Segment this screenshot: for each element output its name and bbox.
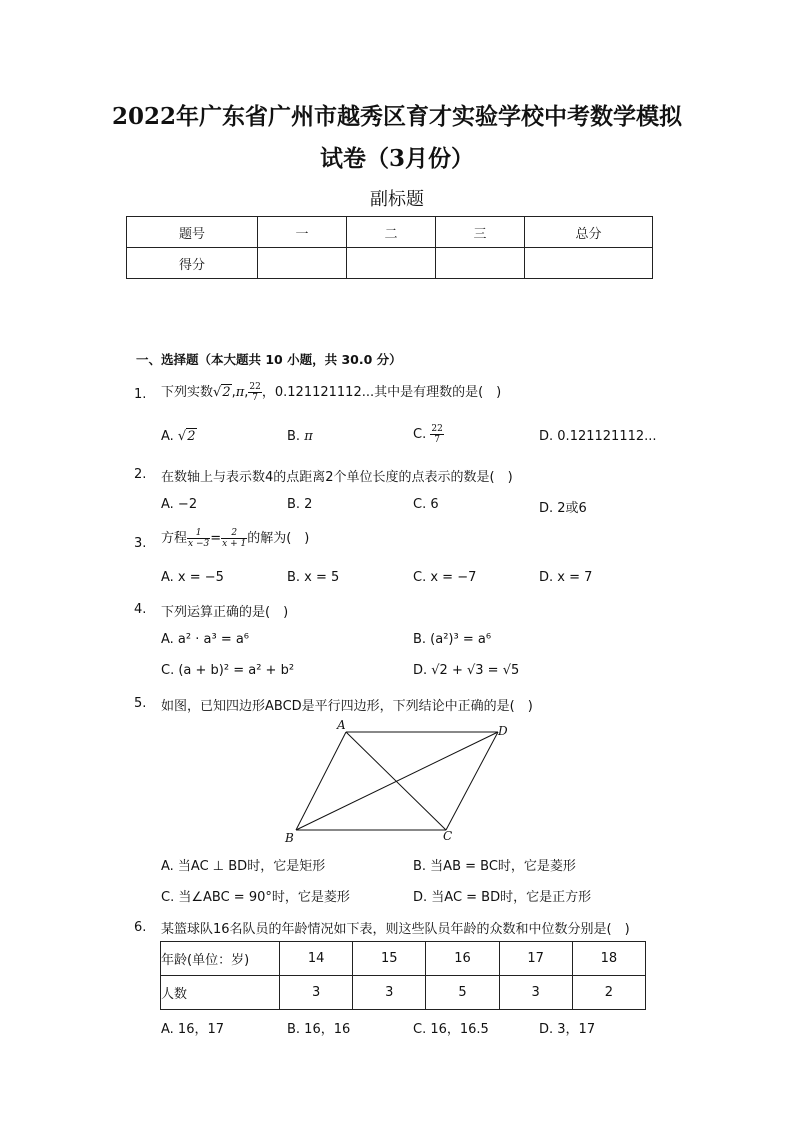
side-ba xyxy=(296,732,346,830)
option-b: B. 2 xyxy=(287,497,313,512)
parallelogram-figure xyxy=(280,718,520,848)
score-row-label: 得分 xyxy=(127,248,258,279)
score-header-cell: 总分 xyxy=(525,217,653,248)
option-d: D. 0.121121112... xyxy=(539,429,657,444)
fraction-22-7: $\frac{22}{7}$ xyxy=(249,382,261,403)
score-table-header-row xyxy=(127,217,653,248)
option-d: D. x = 7 xyxy=(539,570,593,585)
score-header-cell: 三 xyxy=(436,217,525,248)
option-c: C. 16，16.5 xyxy=(413,1022,489,1037)
age-row-label: 年龄(单位：岁) xyxy=(161,942,280,976)
score-table xyxy=(126,216,653,279)
pi-symbol: π xyxy=(235,385,245,400)
vertex-label-a: A xyxy=(337,718,346,732)
question-number: 6. xyxy=(134,920,147,935)
question-number: 4. xyxy=(134,602,147,617)
question-number: 1. xyxy=(134,387,147,402)
age-cell: 18 xyxy=(572,942,645,976)
option-b: B. π xyxy=(287,429,313,444)
count-cell: 5 xyxy=(426,976,499,1010)
score-header-cell: 二 xyxy=(347,217,436,248)
page-subtitle: 副标题 xyxy=(370,189,424,210)
question-3-post: 的解为( ) xyxy=(247,531,310,546)
option-a: A. √2 xyxy=(161,429,196,444)
fraction-2-over-x-plus-1: $\frac{2}{x + 1}$ xyxy=(222,528,247,549)
question-5-stem: 如图，已知四边形ABCD是平行四边形，下列结论中正确的是( ) xyxy=(161,699,533,714)
count-cell: 3 xyxy=(280,976,353,1010)
count-cell: 2 xyxy=(572,976,645,1010)
option-a: A. x = −5 xyxy=(161,570,224,585)
sqrt-2: √2 xyxy=(213,385,231,400)
option-c: C. (a + b)² = a² + b² xyxy=(161,663,295,678)
option-a: A. −2 xyxy=(161,497,198,512)
count-row xyxy=(161,976,646,1010)
score-cell xyxy=(525,248,653,279)
option-a: A. a² · a³ = a⁶ xyxy=(161,632,250,647)
age-cell: 14 xyxy=(280,942,353,976)
option-a: A. 16，17 xyxy=(161,1022,225,1037)
option-c: C. x = −7 xyxy=(413,570,477,585)
question-number: 5. xyxy=(134,696,147,711)
score-cell xyxy=(347,248,436,279)
side-dc xyxy=(446,732,498,830)
score-cell xyxy=(436,248,525,279)
count-cell: 3 xyxy=(499,976,572,1010)
question-3-pre: 方程 xyxy=(161,531,188,546)
vertex-label-c: C xyxy=(443,829,453,843)
age-table xyxy=(160,941,646,1010)
age-row xyxy=(161,942,646,976)
question-6-stem: 某篮球队16名队员的年龄情况如下表，则这些队员年龄的众数和中位数分别是( ) xyxy=(161,922,630,937)
page-title-line1: 2022年广东省广州市越秀区育才实验学校中考数学模拟 xyxy=(111,103,682,130)
option-c: C. 当∠ABC = 90°时，它是菱形 xyxy=(161,890,350,905)
equals-sign: = xyxy=(210,531,222,546)
option-c: C. 6 xyxy=(413,497,439,512)
question-1-pre: 下列实数 xyxy=(161,385,214,400)
vertex-label-b: B xyxy=(285,831,294,845)
option-d: D. 2或6 xyxy=(539,501,587,516)
score-header-cell: 一 xyxy=(258,217,347,248)
question-1-post: ，0.121121112...其中是有理数的是( ) xyxy=(261,385,502,400)
age-cell: 15 xyxy=(353,942,426,976)
count-cell: 3 xyxy=(353,976,426,1010)
option-b: B. 当AB = BC时，它是菱形 xyxy=(413,859,576,874)
fraction-1-over-x-minus-3: $\frac{1}{x -3}$ xyxy=(188,528,210,549)
option-b: B. (a²)³ = a⁶ xyxy=(413,632,492,647)
vertex-label-d: D xyxy=(498,724,508,738)
question-number: 3. xyxy=(134,536,147,551)
score-header-cell: 题号 xyxy=(127,217,258,248)
page-title-line2: 试卷（3月份） xyxy=(319,145,474,172)
section-heading: 一、选择题（本大题共 10 小题，共 30.0 分） xyxy=(136,352,402,367)
age-cell: 17 xyxy=(499,942,572,976)
age-cell: 16 xyxy=(426,942,499,976)
question-3-stem xyxy=(161,527,309,549)
question-number: 2. xyxy=(134,467,147,482)
question-2-stem: 在数轴上与表示数4的点距离2个单位长度的点表示的数是( ) xyxy=(161,470,513,485)
option-d: D. 当AC = BD时，它是正方形 xyxy=(413,890,592,905)
option-b: B. x = 5 xyxy=(287,570,340,585)
count-row-label: 人数 xyxy=(161,976,280,1010)
score-table-score-row xyxy=(127,248,653,279)
option-b: B. 16，16 xyxy=(287,1022,351,1037)
score-cell xyxy=(258,248,347,279)
question-4-stem: 下列运算正确的是( ) xyxy=(161,605,289,620)
diagonal-bd xyxy=(296,732,498,830)
option-d: D. √2 + √3 = √5 xyxy=(413,663,520,678)
option-d: D. 3，17 xyxy=(539,1022,596,1037)
option-c: C. $\frac{22}{7}$ xyxy=(413,424,443,445)
question-1-stem: 下列实数√2,π, $\frac{22}{7}$ ，0.121121112...其中是有理数的是( ) xyxy=(161,382,502,403)
option-a: A. 当AC ⊥ BD时，它是矩形 xyxy=(161,859,326,874)
